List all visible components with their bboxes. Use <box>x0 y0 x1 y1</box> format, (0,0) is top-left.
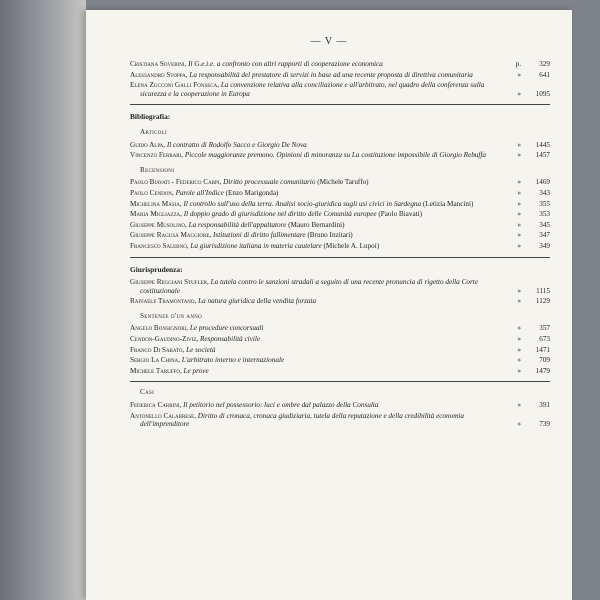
entry-page-ref <box>490 210 550 219</box>
entry-author: Giuseppe Musolino, <box>130 220 187 229</box>
toc-entry <box>130 81 550 98</box>
entry-page-number: 673 <box>539 335 550 344</box>
entry-page-number: 1469 <box>535 178 550 187</box>
entry-text <box>130 151 550 160</box>
entry-author: Federica Carrini, <box>130 401 182 410</box>
toc-entry <box>130 356 550 365</box>
entry-reviewer: (Bruno Inzitari) <box>305 231 353 240</box>
entry-text <box>130 221 550 230</box>
entry-page-number: 343 <box>539 188 550 197</box>
entry-text <box>130 71 550 80</box>
entry-text <box>130 189 550 198</box>
entry-page-ref <box>490 346 550 355</box>
entry-page-ref <box>490 231 550 240</box>
section-divider <box>130 104 550 105</box>
subsection-sentenze: Sentenze d'un anno <box>140 311 203 320</box>
entry-author: Sergio La China, <box>130 356 180 365</box>
casi-entries <box>130 401 550 429</box>
entry-text <box>130 346 550 355</box>
subsection-articoli: Articoli <box>140 127 168 136</box>
entry-title: Piccole maggioranze premono. Opinioni di minoranza su La costituzione impossibile di Giorgio Rebuffa <box>184 151 486 160</box>
entry-author: Maria Migliazza, <box>130 210 182 219</box>
entry-author: Elena Zucconi Galli Fonseca, <box>130 81 220 90</box>
entry-text <box>130 356 550 365</box>
entry-title: La natura giuridica della vendita forzata <box>198 297 317 306</box>
entry-author: Antonello Calabrese, <box>130 411 196 420</box>
entry-text <box>130 200 550 209</box>
articoli-entries <box>130 141 550 160</box>
toc-entry <box>130 297 550 306</box>
entry-title: Le procedure concorsuali <box>189 324 264 333</box>
entry-page-ref <box>490 189 550 198</box>
subsection-casi: Casi <box>140 388 155 397</box>
entry-page-ref <box>490 401 550 410</box>
page-symbol: p. <box>515 60 521 68</box>
toc-entry <box>130 151 550 160</box>
entry-page-ref <box>490 287 550 296</box>
page-symbol: » <box>517 210 521 219</box>
entry-text <box>130 242 550 251</box>
page-symbol: » <box>517 140 521 149</box>
entry-page-number: 709 <box>539 356 550 365</box>
toc-entry <box>130 178 550 187</box>
page-symbol: » <box>517 241 521 250</box>
section-heading-giurisprudenza: Giurisprudenza: <box>130 264 183 274</box>
entry-title: Parole all'Indice <box>175 188 224 197</box>
entry-page-number: 1457 <box>535 151 550 160</box>
toc-entry <box>130 324 550 333</box>
entry-title: Il doppio grado di giurisdizione nel diritto delle Comunità europee <box>183 210 377 219</box>
toc-entry <box>130 367 550 376</box>
page-symbol: » <box>517 178 521 187</box>
entry-author: Raffaele Tramontano, <box>130 297 197 306</box>
entry-reviewer: (Mauro Bernardini) <box>286 220 345 229</box>
entry-text <box>130 178 550 187</box>
entry-text <box>130 401 550 410</box>
toc-entry <box>130 412 550 429</box>
entry-page-number: 641 <box>539 70 550 79</box>
entry-title: La responsabilità dell'appaltatore <box>188 220 287 229</box>
entry-text <box>130 210 550 219</box>
entry-reviewer: (Letizia Mancini) <box>421 199 474 208</box>
entry-author: Francesco Salerno, <box>130 241 189 250</box>
page-symbol: » <box>517 356 521 365</box>
book-binding <box>0 0 86 600</box>
page-symbol: » <box>517 188 521 197</box>
giurisprudenza-entries <box>130 278 550 306</box>
book-page <box>86 10 572 600</box>
entry-author: Cendon-Gaudino-Ziviz, <box>130 335 199 344</box>
table-of-contents <box>130 60 550 431</box>
entry-text <box>130 367 550 376</box>
recensioni-entries <box>130 178 550 250</box>
entry-text <box>130 278 550 295</box>
entry-page-ref <box>490 141 550 150</box>
page-symbol: » <box>517 70 521 79</box>
entry-page-number: 739 <box>539 420 550 429</box>
toc-entry <box>130 60 550 69</box>
entry-page-ref <box>490 356 550 365</box>
entry-page-number: 1129 <box>535 297 550 306</box>
section-heading-bibliografia: Bibliografia: <box>130 112 171 122</box>
entry-page-ref <box>490 178 550 187</box>
entry-author: Alessandro Stoppa, <box>130 70 188 79</box>
entry-page-ref <box>490 324 550 333</box>
page-symbol: » <box>517 89 521 98</box>
entry-page-ref <box>490 151 550 160</box>
entry-page-ref <box>490 335 550 344</box>
top-entries <box>130 60 550 98</box>
sentenze-entries <box>130 324 550 375</box>
subsection-recensioni: Recensioni <box>140 165 175 174</box>
entry-page-ref <box>490 420 550 429</box>
section-divider <box>130 381 550 382</box>
entry-title: La convenzione relativa alla conciliazione e all'arbitrato, nel quadro della conferenza sulla sicurezza e la cooperazione in Europa <box>140 81 485 98</box>
entry-page-number: 1479 <box>535 366 550 375</box>
entry-title: Diritto di cronaca, cronaca giudiziaria, tutela della reputazione e della credibilità economia dell'imprenditore <box>140 411 465 429</box>
entry-title: Diritto processuale comunitario <box>223 178 316 187</box>
entry-author: Michele Taruffo, <box>130 366 182 375</box>
entry-page-ref <box>490 367 550 376</box>
entry-title: Il controllo sull'uso della terra. Analisi socio-giuridica sugli usi civici in Sardegna <box>183 199 422 208</box>
entry-page-number: 391 <box>539 401 550 410</box>
entry-author: Vincenzo Ferrari, <box>130 151 184 160</box>
entry-author: Paolo Biavati - Federico Carpi, <box>130 178 222 187</box>
toc-entry <box>130 346 550 355</box>
entry-text <box>130 335 550 344</box>
toc-entry <box>130 278 550 295</box>
entry-text <box>130 324 550 333</box>
toc-entry <box>130 221 550 230</box>
entry-author: Michelina Masia, <box>130 199 182 208</box>
entry-page-number: 347 <box>539 231 550 240</box>
entry-page-number: 353 <box>539 210 550 219</box>
entry-title: Il petitorio nel possessorio: luci e ombre dal palazzo della Consulta <box>183 401 379 410</box>
entry-page-ref <box>490 221 550 230</box>
toc-entry <box>130 200 550 209</box>
entry-author: Guido Alpa, <box>130 140 166 149</box>
page-symbol: » <box>517 199 521 208</box>
entry-text <box>130 297 550 306</box>
entry-title: Responsabilità civile <box>199 335 261 344</box>
page-symbol: » <box>517 401 521 410</box>
page-symbol: » <box>517 420 521 429</box>
entry-page-number: 1115 <box>536 286 550 295</box>
entry-page-number: 355 <box>539 199 550 208</box>
page-symbol: » <box>517 324 521 333</box>
page-symbol: » <box>517 345 521 354</box>
toc-entry <box>130 401 550 410</box>
entry-page-number: 357 <box>539 324 550 333</box>
entry-author: Giuseppe Reggiani Stufler, <box>130 278 209 287</box>
page-symbol: » <box>517 297 521 306</box>
page-symbol: » <box>517 335 521 344</box>
entry-reviewer: (Enzo Marigonda) <box>223 188 279 197</box>
page-symbol: » <box>517 231 521 240</box>
entry-page-ref <box>490 71 550 80</box>
page-symbol: » <box>517 286 521 295</box>
entry-text <box>130 141 550 150</box>
toc-entry <box>130 242 550 251</box>
entry-title: Le società <box>186 345 216 354</box>
entry-page-ref <box>490 90 550 99</box>
entry-text <box>130 231 550 240</box>
toc-entry <box>130 189 550 198</box>
toc-entry <box>130 71 550 80</box>
toc-entry <box>130 335 550 344</box>
entry-text <box>130 412 550 429</box>
entry-text <box>130 60 550 69</box>
page-symbol: » <box>517 151 521 160</box>
entry-page-number: 329 <box>539 60 550 68</box>
entry-page-ref <box>490 200 550 209</box>
entry-author: Cristiana Soverini, <box>130 60 187 68</box>
entry-title: La giurisdizione italiana in materia cautelare <box>190 241 322 250</box>
entry-author: Angelo Bonsignori, <box>130 324 189 333</box>
entry-title: Le prove <box>183 366 209 375</box>
entry-author: Paolo Cendon, <box>130 188 174 197</box>
toc-entry <box>130 231 550 240</box>
entry-title: L'arbitrato interno e internazionale <box>181 356 285 365</box>
entry-title: Il contratto di Rodolfo Sacco e Giorgio De Nova <box>166 140 307 149</box>
entry-reviewer: (Paolo Biavati) <box>376 210 423 219</box>
entry-page-ref <box>490 297 550 306</box>
entry-page-number: 345 <box>539 220 550 229</box>
entry-title: La responsabilità del prestatore di servizi in base ad una recente proposta di direttiva comunitaria <box>189 70 473 79</box>
entry-author: Giuseppe Ragusa Maggiore, <box>130 231 212 240</box>
section-divider <box>130 257 550 258</box>
entry-page-ref <box>490 242 550 251</box>
entry-title: Istituzioni di diritto fallimentare <box>213 231 306 240</box>
entry-text <box>130 81 550 98</box>
toc-entry <box>130 210 550 219</box>
entry-page-number: 349 <box>539 241 550 250</box>
page-symbol: » <box>517 366 521 375</box>
entry-page-number: 1471 <box>535 345 550 354</box>
page-number: — V — <box>310 36 348 47</box>
entry-page-number: 1095 <box>535 89 550 98</box>
entry-page-ref <box>490 60 550 69</box>
entry-reviewer: (Michele A. Lupoi) <box>321 241 380 250</box>
entry-author: Franco Di Sabato, <box>130 345 185 354</box>
entry-title: La tutela contro le sanzioni stradali a seguito di una recente pronuncia di rigetto della Corte costituzionale <box>140 278 478 295</box>
page-symbol: » <box>517 220 521 229</box>
toc-entry <box>130 141 550 150</box>
entry-title: Il G.e.i.e. a confronto con altri rapporti di cooperazione economica <box>188 60 383 68</box>
entry-reviewer: (Michele Taruffo) <box>315 178 369 187</box>
entry-page-number: 1445 <box>535 140 550 149</box>
